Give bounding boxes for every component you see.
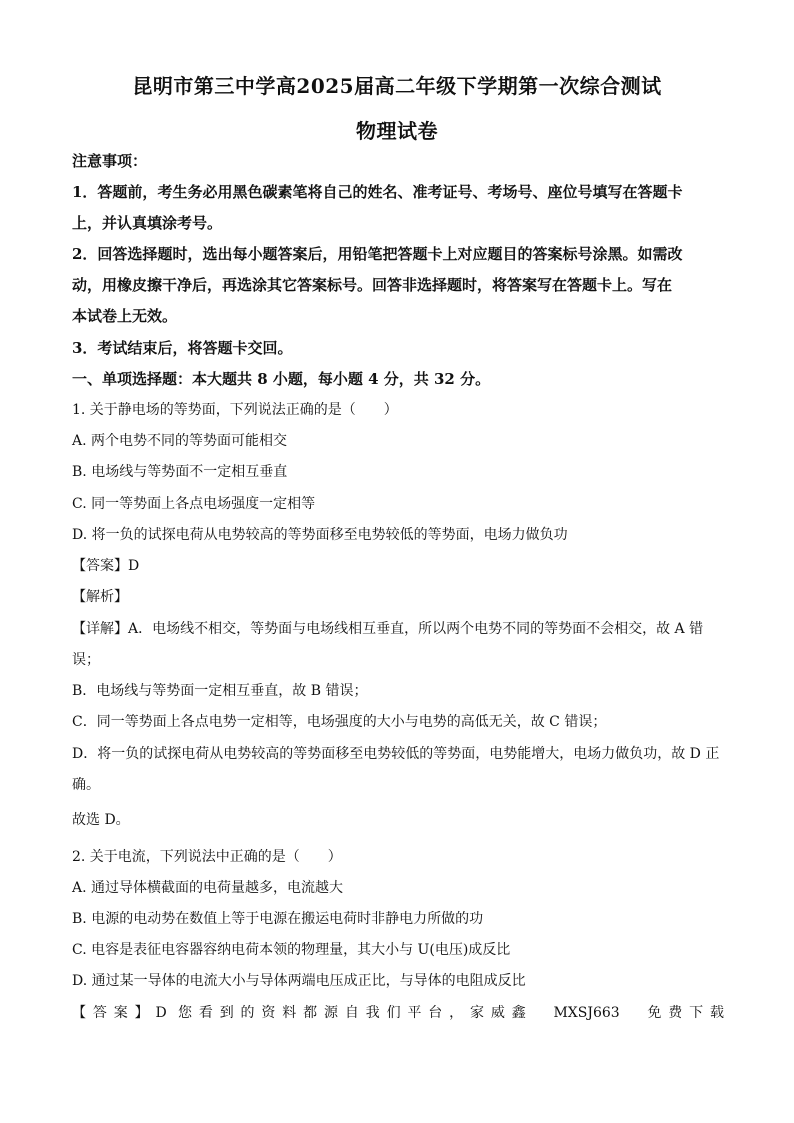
question-1-detail-d-line-2: 确。 <box>72 777 100 793</box>
question-1-detail-line-1: 【详解】A．电场线不相交，等势面与电场线相互垂直，所以两个电势不同的等势面不会相交，故 A 错 <box>72 621 704 637</box>
question-1-option-b: B. 电场线与等势面不一定相互垂直 <box>72 464 288 480</box>
question-1-detail-b: B．电场线与等势面一定相互垂直，故 B 错误； <box>72 683 368 699</box>
question-1-answer: 【答案】D <box>72 558 140 574</box>
note-2-line-3: 本试卷上无效。 <box>72 307 178 325</box>
note-2-line-1: 2．回答选择题时，选出每小题答案后，用铅笔把答题卡上对应题目的答案标号涂黑。如需改 <box>72 245 683 263</box>
question-2-stem: 2. 关于电流，下列说法中正确的是（ ） <box>72 849 342 865</box>
note-1-line-2: 上，并认真填涂考号。 <box>72 214 223 232</box>
question-1-option-c: C. 同一等势面上各点电场强度一定相等 <box>72 496 316 512</box>
notes-heading: 注意事项： <box>72 152 148 170</box>
question-2-option-d: D. 通过某一导体的电流大小与导体两端电压成正比，与导体的电阻成反比 <box>72 973 526 989</box>
question-1-option-d: D. 将一负的试探电荷从电势较高的等势面移至电势较低的等势面，电场力做负功 <box>72 527 568 543</box>
exam-subtitle: 物理试卷 <box>356 119 438 143</box>
section-heading: 一、单项选择题：本大题共 8 小题，每小题 4 分，共 32 分。 <box>72 370 491 388</box>
exam-title: 昆明市第三中学高2025届高二年级下学期第一次综合测试 <box>132 74 662 98</box>
question-2-option-a: A. 通过导体横截面的电荷量越多，电流越大 <box>72 880 344 896</box>
note-2-line-2: 动，用橡皮擦干净后，再选涂其它答案标号。回答非选择题时，将答案写在答题卡上。写在 <box>72 276 673 294</box>
question-1-stem: 1. 关于静电场的等势面，下列说法正确的是（ ） <box>72 402 398 418</box>
question-1-detail-c: C．同一等势面上各点电势一定相等，电场强度的大小与电势的高低无关，故 C 错误； <box>72 714 607 730</box>
question-1-option-a: A. 两个电势不同的等势面可能相交 <box>72 433 288 449</box>
question-1-detail-line-2: 误； <box>72 652 100 668</box>
note-3: 3．考试结束后，将答题卡交回。 <box>72 339 293 357</box>
question-2-answer: 【答案】D 您看到的资料都源自我们平台，家威鑫 MXSJ663 免费下载 <box>72 1005 724 1021</box>
question-1-choice: 故选 D。 <box>72 812 130 828</box>
question-2-option-c: C. 电容是表征电容器容纳电荷本领的物理量，其大小与 U(电压)成反比 <box>72 942 511 958</box>
question-1-detail-d-line-1: D．将一负的试探电荷从电势较高的等势面移至电势较低的等势面，电势能增大，电场力做负功，故 D 正 <box>72 746 720 762</box>
question-2-option-b: B. 电源的电动势在数值上等于电源在搬运电荷时非静电力所做的功 <box>72 911 484 927</box>
note-1-line-1: 1．答题前，考生务必用黑色碳素笔将自己的姓名、准考证号、考场号、座位号填写在答题卡 <box>72 183 683 201</box>
question-1-analysis-label: 【解析】 <box>72 589 128 605</box>
